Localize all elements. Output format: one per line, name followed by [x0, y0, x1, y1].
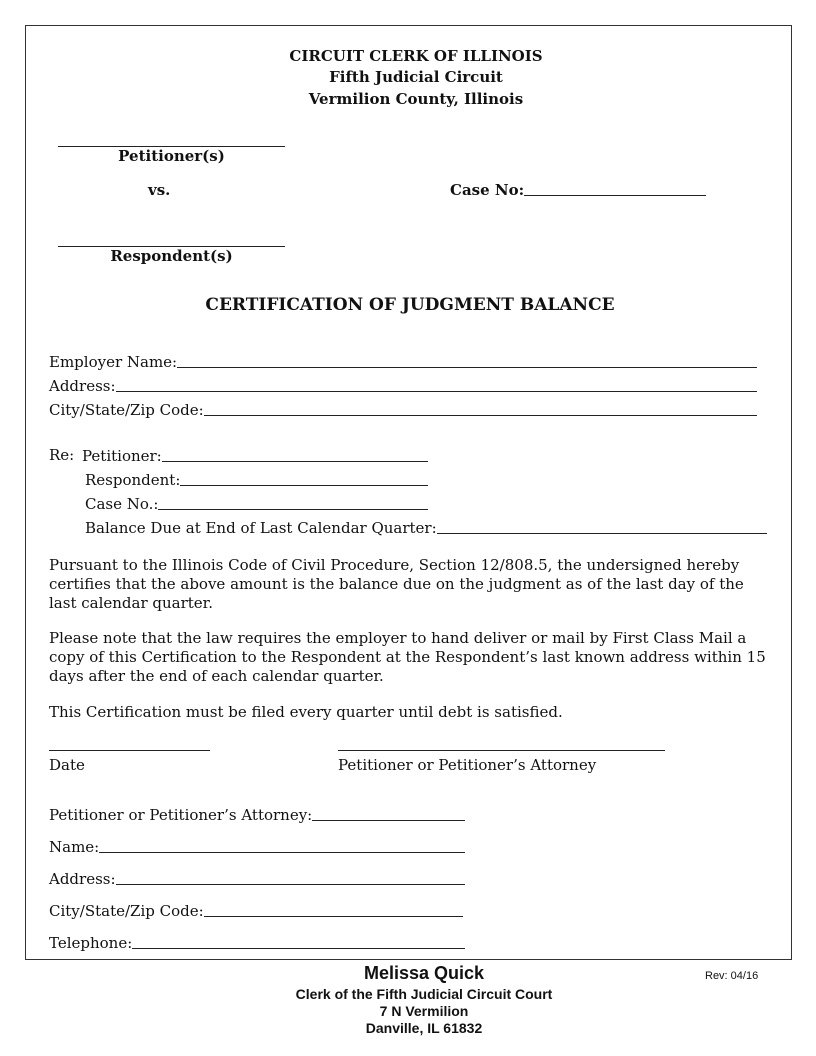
re-petitioner-field[interactable] — [82, 446, 428, 464]
contact-address-field[interactable] — [49, 869, 465, 887]
contact-attorney-label: Petitioner or Petitioner’s Attorney: — [49, 806, 313, 824]
re-label: Re: — [49, 446, 75, 464]
court-header-line1: CIRCUIT CLERK OF ILLINOIS — [289, 47, 543, 65]
date-label: Date — [49, 756, 85, 774]
attorney-signature-line[interactable] — [338, 750, 665, 751]
attorney-signature-label: Petitioner or Petitioner’s Attorney — [338, 756, 597, 774]
petitioner-label: Petitioner(s) — [118, 147, 225, 165]
re-respondent-field[interactable] — [85, 470, 428, 488]
paragraph-filing: This Certification must be filed every quarter until debt is satisfied. — [49, 703, 563, 721]
balance-due-label: Balance Due at End of Last Calendar Quarter: — [85, 519, 437, 537]
paragraph-notice: Please note that the law requires the employer to hand deliver or mail by First Class Mail a copy of this Certification to the Respondent at the Respondent’s last known address within 15 days after the end of each calendar quarter. — [49, 629, 766, 685]
contact-city-label: City/State/Zip Code: — [49, 902, 204, 920]
clerk-street: 7 N Vermilion — [379, 1003, 469, 1019]
employer-city-field[interactable] — [49, 400, 757, 418]
date-signature-line[interactable] — [49, 750, 210, 751]
case-number-field[interactable] — [450, 180, 706, 198]
court-header-line2: Fifth Judicial Circuit — [329, 68, 503, 86]
court-header-line3: Vermilion County, Illinois — [308, 90, 524, 108]
clerk-name: Melissa Quick — [363, 963, 485, 983]
respondent-label: Respondent(s) — [110, 247, 233, 265]
balance-due-field[interactable] — [85, 518, 767, 536]
contact-telephone-field[interactable] — [49, 933, 465, 951]
contact-attorney-field[interactable] — [49, 805, 465, 823]
case-number-label: Case No: — [450, 181, 525, 199]
employer-name-field[interactable] — [49, 352, 757, 370]
revision-label: Rev: 04/16 — [705, 970, 759, 982]
contact-address-label: Address: — [49, 870, 116, 888]
employer-address-field[interactable] — [49, 376, 757, 394]
re-case-number-field[interactable] — [85, 494, 428, 512]
employer-name-label: Employer Name: — [49, 353, 178, 371]
contact-city-field[interactable] — [49, 901, 463, 919]
contact-name-field[interactable] — [49, 837, 465, 855]
re-respondent-label: Respondent: — [85, 471, 181, 489]
clerk-city: Danville, IL 61832 — [365, 1020, 483, 1036]
vs-label: vs. — [148, 181, 171, 199]
form-title: CERTIFICATION OF JUDGMENT BALANCE — [205, 295, 615, 315]
re-petitioner-label: Petitioner: — [82, 447, 162, 465]
clerk-title: Clerk of the Fifth Judicial Circuit Court — [295, 986, 553, 1002]
contact-name-label: Name: — [49, 838, 100, 856]
employer-city-label: City/State/Zip Code: — [49, 401, 204, 419]
re-case-number-label: Case No.: — [85, 495, 159, 513]
paragraph-pursuant: Pursuant to the Illinois Code of Civil Procedure, Section 12/808.5, the undersigned hereby certifies that the above amount is the balance due on the judgment as of the last day of the last calendar quarter. — [49, 556, 744, 612]
employer-address-label: Address: — [49, 377, 116, 395]
contact-telephone-label: Telephone: — [49, 934, 133, 952]
